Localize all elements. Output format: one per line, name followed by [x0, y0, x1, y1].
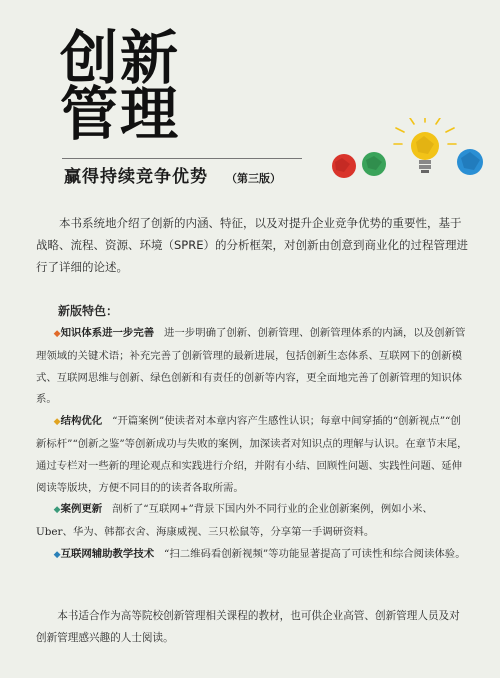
closing-paragraph: 本书适合作为高等院校创新管理相关课程的教材，也可供企业高管、创新管理人员及对创新管理感兴趣的人士阅读。 — [36, 610, 460, 644]
feature-item-knowledge — [36, 323, 468, 411]
diamond-bullet-icon: ◆ — [53, 329, 61, 339]
feature-tag: 结构优化 — [60, 415, 103, 428]
book-title-line1: 创新 — [60, 24, 181, 92]
title-block — [60, 24, 181, 148]
feature-tag: 知识体系进一步完善 — [60, 327, 155, 339]
feature-item-structure — [36, 411, 468, 499]
intro-paragraph: 本书系统地介绍了创新的内涵、特征，以及对提升企业竞争优势的重要性，基于战略、流程、资源、环境（SPRE）的分析框架，对创新由创意到商业化的过程管理进行了详细的论述。 — [36, 216, 468, 274]
feature-text: “扫二维码看创新视频”等功能显著提高了可读性和综合阅读体验。 — [164, 547, 466, 560]
book-subtitle: 赢得持续竞争优势 — [64, 167, 208, 187]
diamond-bullet-icon: ◆ — [53, 417, 61, 428]
diamond-bullet-icon: ◆ — [53, 549, 61, 560]
feature-list — [36, 323, 468, 567]
feature-item-cases — [36, 499, 468, 544]
diamond-bullet-icon: ◆ — [53, 505, 61, 516]
title-divider — [62, 158, 302, 159]
feature-text: “开篇案例”使读者对本章内容产生感性认识；每章中间穿插的“创新视点”“创新标杆”“创新之鉴”等创新成功与失败的案例，加深读者对知识点的理解与认识。在章节末尾，通过专栏对一些新的理论观点和实践进行介绍，并附有小结、回顾性问题、实践性问题、延伸阅读等版块，方便不同目的的读者各取所需。 — [36, 415, 468, 494]
feature-text: 剖析了“互联网+”背景下国内外不同行业的企业创新案例，例如小米、Uber、华为、韩都衣舍、海康威视、三只松鼠等，分享第一手调研资料。 — [36, 503, 433, 539]
features-heading: 新版特色： — [58, 304, 119, 318]
subtitle-row — [64, 162, 281, 187]
book-title-line2: 管理 — [60, 80, 181, 148]
paper-balls-icon — [330, 118, 490, 188]
edition-label: （第三版） — [226, 172, 281, 185]
feature-tag: 案例更新 — [60, 503, 103, 516]
feature-text: 进一步明确了创新、创新管理、创新管理体系的内涵，以及创新管理领域的关键术语；补充完善了创新管理的最新进展，包括创新生态体系、互联网下的创新模式、互联网思维与创新、绿色创新和有责任的创新等内容，更全面地完善了创新管理的知识体系。 — [36, 327, 466, 406]
crumpled-paper-illustration — [330, 118, 490, 188]
feature-item-internet-teaching — [36, 544, 468, 567]
feature-tag: 互联网辅助教学技术 — [60, 547, 155, 560]
